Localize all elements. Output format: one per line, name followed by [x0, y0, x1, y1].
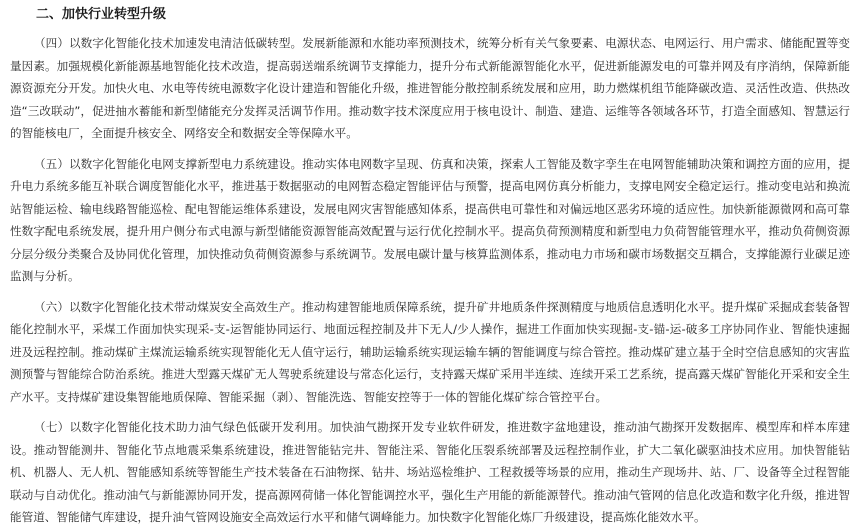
paragraph-oil-gas: （七）以数字化智能化技术助力油气绿色低碳开发利用。加快油气勘探开发专业软件研发，推进数字盆地建设，推动油气勘探开发数据库、模型库和样本库建设。推动智能测井、智能化节点地震采集系统建设，推进智能钻完井、智能注采、智能化压裂系统部署及远程控制作业，扩大二氧化碳驱油技术应用。加快智能钻机、机器人、无人机、智能感知系统等智能生产技术装备在石油物探、钻井、场站巡检维护、工程救援等场景的应用，推动生产现场井、站、厂、设备等全过程智能联动与自动优化。推动油气与新能源协同开发，提高源网荷储一体化智能调控水平，强化生产用能的新能源替代。推动油气管网的信息化改造和数字化升级，推进智能管道、智能储气库建设，提升油气管网设施安全高效运行水平和储气调峰能力。加快数字化智能化炼厂升级建设，提高炼化能效水平。: [10, 420, 850, 524]
paragraph-power-grid: （五）以数字化智能化电网支撑新型电力系统建设。推动实体电网数字呈现、仿真和决策，探索人工智能及数字孪生在电网智能辅助决策和调控方面的应用，提升电力系统多能互补联合调度智能化水平，推进基于数据驱动的电网暂态稳定智能评估与预警，提高电网仿真分析能力，支撑电网安全稳定运行。推动变电站和换流站智能运检、输电线路智能巡检、配电智能运维体系建设，发展电网灾害智能感知体系，提高供电可靠性和对偏远地区恶劣环境的适应性。加快新能源微网和高可靠性数字配电系统发展，提升用户侧分布式电源与新型储能资源智能高效配置与运行优化控制水平。提高负荷预测精度和新型电力负荷智能管理水平，推动负荷侧资源分层分级分类聚合及协同优化管理，加快推动负荷侧资源参与系统调节。发展电碳计量与核算监测体系，推动电力市场和碳市场数据交互耦合，支撑能源行业碳足迹监测与分析。: [10, 156, 850, 283]
section-heading: 二、加快行业转型升级: [36, 7, 167, 22]
paragraph-power-generation: （四）以数字化智能化技术加速发电清洁低碳转型。发展新能源和水能功率预测技术，统筹分析有关气象要素、电源状态、电网运行、用户需求、储能配置等变量因素。加强规模化新能源基地智能化技术改造，提高弱送端系统调节支撑能力，提升分布式新能源智能化水平，促进新能源发电的可靠并网及有序消纳，保障新能源资源充分开发。加快火电、水电等传统电源数字化设计建造和智能化升级，推进智能分散控制系统发展和应用，助力燃煤机组节能降碳改造、灵活性改造、供热改造“三改联动”，促进抽水蓄能和新型储能充分发挥灵活调节作用。推动数字技术深度应用于核电设计、制造、建造、运维等各领域各环节，打造全面感知、智慧运行的智能核电厂，全面提升核安全、网络安全和数据安全等保障水平。: [10, 36, 850, 140]
paragraph-coal-production: （六）以数字化智能化技术带动煤炭安全高效生产。推动构建智能地质保障系统，提升矿井地质条件探测精度与地质信息透明化水平。提升煤矿采掘成套装备智能化控制水平，采煤工作面加快实现采-支-运智能协同运行、地面远程控制及井下无人/少人操作，掘进工作面加快实现掘-支-锚-运-破多工序协同作业、智能快速掘进及远程控制。推动煤矿主煤流运输系统实现智能化无人值守运行，辅助运输系统实现运输车辆的智能调度与综合管控。推动煤矿建立基于全时空信息感知的灾害监测预警与智能综合防治系统。推进大型露天煤矿无人驾驶系统建设与常态化运行，支持露天煤矿采用半连续、连续开采工艺系统，提高露天煤矿智能化开采和安全生产水平。支持煤矿建设集智能地质保障、智能采掘（剥）、智能洗选、智能安控等于一体的智能化煤矿综合管控平台。: [10, 299, 850, 404]
